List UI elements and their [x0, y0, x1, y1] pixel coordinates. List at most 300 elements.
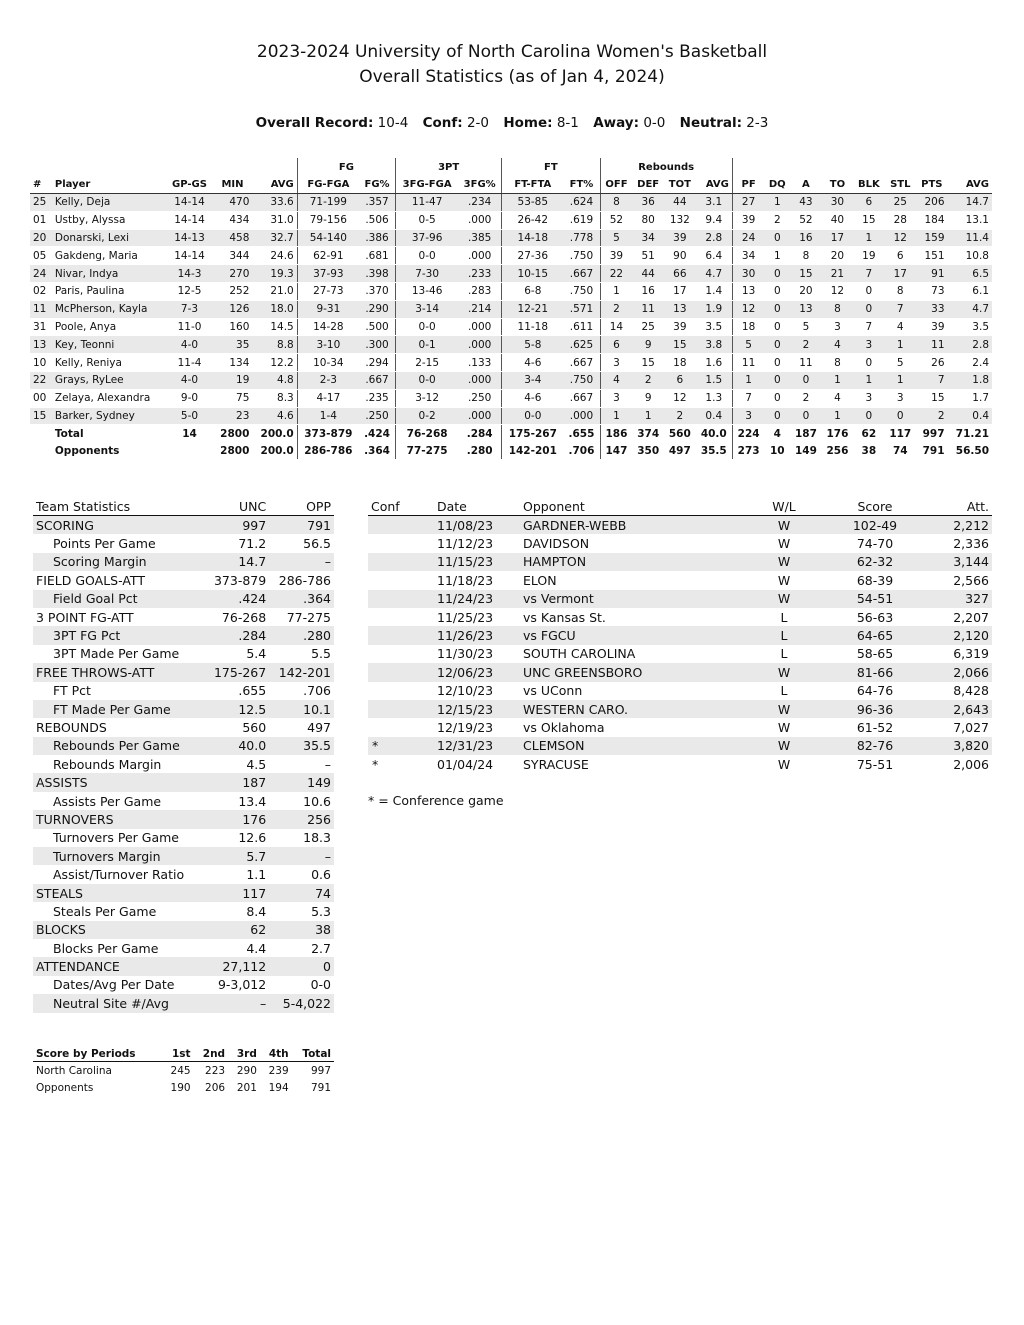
stat-cell: 39 [916, 318, 948, 336]
result: W [756, 516, 812, 535]
conf-marker [368, 608, 434, 626]
team-stat-row [33, 663, 334, 681]
team-stat-label: REBOUNDS [36, 719, 107, 735]
team-stat-label: Points Per Game [53, 536, 156, 552]
total-cell: 71.21 [955, 427, 989, 440]
stat-cell: 0-1 [396, 336, 459, 354]
stat-cell: 0-0 [502, 407, 564, 425]
stat-cell: 3-4 [502, 371, 564, 389]
stat-cell: 6 [664, 371, 696, 389]
stat-cell: 52 [790, 211, 822, 229]
team-stat-label: ASSISTS [33, 773, 204, 791]
total-cell: 374 [637, 427, 660, 440]
stat-cell: 11-4 [166, 354, 212, 372]
col-header: 3FG-FGA [396, 176, 459, 194]
unc-value: .655 [238, 683, 267, 699]
total-cell: 791 [922, 444, 945, 457]
game-date: 11/30/23 [437, 646, 494, 662]
stat-cell: 7 [853, 318, 884, 336]
stat-cell: 1 [853, 371, 884, 389]
stat-cell: 01 [30, 211, 52, 229]
period-score: 201 [236, 1081, 257, 1094]
team-stat-label: 3PT FG Pct [33, 626, 204, 644]
game-date: 12/10/23 [437, 683, 494, 699]
stat-cell: 1.5 [696, 371, 733, 389]
team-stat-label: FT Pct [53, 683, 91, 699]
stat-cell: 344 [213, 247, 253, 265]
attendance: 7,027 [953, 719, 989, 735]
stat-cell: 0 [853, 300, 884, 318]
stat-cell: 13 [732, 282, 764, 300]
stat-cell: 0 [764, 265, 790, 283]
stat-cell: .506 [359, 211, 396, 229]
stat-cell: 4-0 [166, 371, 212, 389]
stat-cell: 02 [30, 282, 52, 300]
stat-cell: 21.0 [252, 282, 297, 300]
stat-cell: 18.0 [252, 300, 297, 318]
result: L [780, 609, 788, 625]
total-cell: .280 [466, 444, 493, 457]
player-name: Grays, RyLee [52, 371, 167, 389]
report-title: 2023-2024 University of North Carolina Women's Basketball [256, 42, 768, 62]
overall-record-value: 10-4 [377, 115, 409, 131]
game-date: 11/12/23 [437, 536, 494, 552]
col-header: AVG [252, 176, 297, 194]
unc-value: 71.2 [238, 536, 267, 552]
unc-value: 4.4 [246, 940, 267, 956]
opp-value: 256 [269, 810, 334, 828]
opp-value: 2.7 [311, 940, 331, 956]
total-cell: 56.50 [955, 444, 989, 457]
stat-cell: 19.3 [252, 265, 297, 283]
game-row [368, 608, 992, 626]
conf-header: Conf [368, 497, 434, 516]
attendance: 8,428 [953, 683, 989, 699]
total-cell: 142-201 [502, 442, 564, 459]
team-stat-row [33, 976, 334, 994]
stat-cell: 26-42 [502, 211, 564, 229]
stat-cell: 1 [764, 247, 790, 265]
team-stat-row [33, 994, 334, 1012]
conf-marker: * [368, 737, 434, 755]
game-date: 01/04/24 [437, 756, 494, 772]
game-date: 11/15/23 [434, 553, 520, 571]
stat-cell: 53-85 [502, 194, 564, 212]
result: W [777, 756, 791, 772]
stat-cell: 10-34 [297, 354, 359, 372]
col-header: FT-FTA [502, 176, 564, 194]
period-score: 290 [236, 1064, 257, 1077]
total-cell: 256 [826, 444, 849, 457]
stat-cell: 30 [732, 265, 764, 283]
col-header: AVG [948, 176, 992, 194]
stat-cell: 27-73 [297, 282, 359, 300]
unc-value: 175-267 [204, 663, 269, 681]
stat-cell: 1.3 [696, 389, 733, 407]
stat-cell: 14.5 [252, 318, 297, 336]
report-subtitle: Overall Statistics (as of Jan 4, 2024) [359, 67, 665, 87]
team-stat-label: TURNOVERS [33, 810, 204, 828]
team-stat-label: STEALS [33, 884, 204, 902]
stat-cell: 0-0 [396, 247, 459, 265]
stat-cell: 7 [885, 300, 917, 318]
stat-cell: 62-91 [297, 247, 359, 265]
stat-cell: 6-8 [502, 282, 564, 300]
stat-cell: .667 [563, 354, 600, 372]
attendance: 2,212 [938, 516, 992, 535]
period-score: 206 [205, 1081, 226, 1094]
game-row [368, 626, 992, 644]
result: W [777, 536, 791, 552]
team-stat-row [33, 682, 334, 700]
result: L [780, 683, 788, 699]
stat-cell: 458 [213, 229, 253, 247]
game-row [368, 645, 992, 663]
total-cell: 186 [600, 425, 632, 442]
total-cell: 62 [861, 427, 877, 440]
stat-cell: .233 [458, 265, 502, 283]
stat-cell: .300 [359, 336, 396, 354]
stat-cell: 17 [822, 229, 854, 247]
stat-cell: 14-28 [297, 318, 359, 336]
stat-cell: 11 [632, 300, 664, 318]
stat-cell: 0.4 [948, 407, 992, 425]
total-cell [30, 425, 52, 442]
opp-value: 38 [269, 921, 334, 939]
player-name: Kelly, Reniya [52, 354, 167, 372]
stat-cell: 0-2 [396, 407, 459, 425]
team-stat-label: FREE THROWS-ATT [33, 663, 204, 681]
team-stat-row [33, 553, 334, 571]
stat-cell: 0 [853, 282, 884, 300]
stat-cell: 134 [213, 354, 253, 372]
attendance: 327 [938, 590, 992, 608]
stat-cell: .000 [458, 371, 502, 389]
stat-cell: 1 [853, 229, 884, 247]
team-stat-label: Assists Per Game [53, 793, 162, 809]
total-cell: 117 [889, 427, 912, 440]
score: 82-76 [812, 737, 938, 755]
opp-value: 5-4,022 [269, 994, 334, 1012]
stat-cell: 24 [30, 265, 52, 283]
result: W [756, 663, 812, 681]
unc-value: 5.7 [204, 847, 269, 865]
stat-cell: .000 [458, 211, 502, 229]
game-row [368, 682, 992, 700]
result: W [756, 553, 812, 571]
stat-cell: 7-3 [166, 300, 212, 318]
neutral-record-value: 2-3 [746, 115, 769, 131]
stat-cell: 160 [213, 318, 253, 336]
period-score: 223 [205, 1064, 226, 1077]
record-summary [0, 115, 1024, 131]
conf-marker [368, 590, 434, 608]
game-date: 12/15/23 [434, 700, 520, 718]
stat-cell: .611 [563, 318, 600, 336]
stat-cell: 0 [885, 407, 917, 425]
total-cell: 10 [769, 444, 785, 457]
attendance: 2,643 [938, 700, 992, 718]
opponent: vs FGCU [520, 626, 756, 644]
team-stat-label: 3PT Made Per Game [53, 646, 180, 662]
stat-cell: 25 [30, 194, 52, 212]
player-name: Zelaya, Alexandra [52, 389, 167, 407]
stat-cell: 1 [822, 407, 854, 425]
game-date: 11/24/23 [434, 590, 520, 608]
stat-cell: .250 [359, 407, 396, 425]
stat-cell: 2 [916, 407, 948, 425]
stat-cell: .000 [563, 407, 600, 425]
stat-cell: 13 [664, 300, 696, 318]
opp-header: OPP [269, 497, 334, 516]
stat-cell: 12 [885, 229, 917, 247]
score-header: Score [812, 497, 938, 516]
stat-cell: 252 [213, 282, 253, 300]
opp-value: 0.6 [311, 867, 331, 883]
player-row [30, 229, 992, 247]
stat-cell: 3 [600, 389, 632, 407]
total-cell: 14 [182, 427, 197, 440]
stat-cell: .571 [563, 300, 600, 318]
stat-cell: 1.8 [948, 371, 992, 389]
opponent: CLEMSON [520, 737, 756, 755]
stat-cell: 9-31 [297, 300, 359, 318]
team-stat-row [33, 847, 334, 865]
stat-cell: 11-0 [166, 318, 212, 336]
stat-cell: .750 [563, 247, 600, 265]
player-name: Key, Teonni [52, 336, 167, 354]
stat-cell: 18 [732, 318, 764, 336]
stat-cell: 3.1 [696, 194, 733, 212]
score: 74-70 [856, 536, 894, 552]
stat-cell: 8 [885, 282, 917, 300]
total-cell: 560 [668, 427, 691, 440]
opp-value: 0 [269, 957, 334, 975]
stat-cell: 39 [664, 229, 696, 247]
stat-cell: .667 [563, 389, 600, 407]
stat-cell: 4-6 [502, 354, 564, 372]
game-date: 11/26/23 [434, 626, 520, 644]
conf-marker [368, 700, 434, 718]
game-row [368, 700, 992, 718]
team-stat-row [33, 700, 334, 718]
stat-cell: .283 [458, 282, 502, 300]
stat-cell: 00 [30, 389, 52, 407]
opp-value: .364 [269, 590, 334, 608]
score: 68-39 [856, 572, 894, 588]
stat-cell: 13 [790, 300, 822, 318]
stat-cell: 3 [853, 389, 884, 407]
player-name: McPherson, Kayla [52, 300, 167, 318]
col-header: TO [822, 176, 854, 194]
score: 96-36 [812, 700, 938, 718]
unc-value: 12.5 [204, 700, 269, 718]
opponent: SOUTH CAROLINA [523, 646, 636, 662]
opponent: vs Oklahoma [523, 719, 605, 735]
stat-cell: 11 [790, 354, 822, 372]
score: 81-66 [812, 663, 938, 681]
period-score: 791 [310, 1081, 331, 1094]
player-name: Gakdeng, Maria [52, 247, 167, 265]
opp-value: 142-201 [269, 663, 334, 681]
stat-cell: 17 [885, 265, 917, 283]
stat-cell: 470 [213, 194, 253, 212]
player-name: Barker, Sydney [52, 407, 167, 425]
stat-cell: .290 [359, 300, 396, 318]
opponent: vs UConn [523, 683, 583, 699]
stat-cell: 35 [213, 336, 253, 354]
unc-value: 9-3,012 [217, 977, 267, 993]
total-cell: 224 [732, 425, 764, 442]
stat-cell: .500 [359, 318, 396, 336]
stat-cell: 0 [764, 318, 790, 336]
result: W [777, 719, 791, 735]
player-name: Paris, Paulina [52, 282, 167, 300]
col-header: 3FG% [458, 176, 502, 194]
team-stat-row [33, 939, 334, 957]
stat-cell: 270 [213, 265, 253, 283]
unc-value: 1.1 [246, 867, 267, 883]
team-stat-row [33, 902, 334, 920]
total-cell: 74 [892, 444, 908, 457]
total-cell: 200.0 [260, 444, 294, 457]
stat-cell: 6.4 [696, 247, 733, 265]
stat-cell: 40 [822, 211, 854, 229]
team-stat-row [33, 773, 334, 791]
player-row [30, 354, 992, 372]
stat-cell: 9 [632, 336, 664, 354]
team-stat-label: BLOCKS [33, 921, 204, 939]
stat-cell: 5 [790, 318, 822, 336]
game-row [368, 663, 992, 681]
stat-cell: 34 [632, 229, 664, 247]
total-cell: Opponents [54, 444, 120, 457]
stat-cell: 7 [916, 371, 948, 389]
stat-cell: 0-5 [396, 211, 459, 229]
stat-cell: 16 [632, 282, 664, 300]
opp-value: 77-275 [286, 609, 331, 625]
opponent-header: Opponent [520, 497, 756, 516]
stat-cell: .294 [359, 354, 396, 372]
stat-cell: 16 [790, 229, 822, 247]
total-cell: .706 [568, 444, 595, 457]
stat-cell: .750 [563, 282, 600, 300]
stat-cell: 36 [632, 194, 664, 212]
stat-cell: 2 [632, 371, 664, 389]
stat-cell: 1.9 [696, 300, 733, 318]
stat-cell: 20 [790, 282, 822, 300]
stat-cell: 25 [632, 318, 664, 336]
stat-cell: 34 [732, 247, 764, 265]
stat-cell: 2 [790, 389, 822, 407]
team-stats-header: Team Statistics [33, 497, 204, 516]
game-row [368, 737, 992, 755]
column-header-row [30, 176, 992, 194]
stat-cell: 2 [764, 211, 790, 229]
stat-cell: .133 [458, 354, 502, 372]
player-row [30, 336, 992, 354]
score: 62-32 [812, 553, 938, 571]
period-row [33, 1062, 334, 1080]
stat-cell: 52 [600, 211, 632, 229]
stat-cell: 31.0 [252, 211, 297, 229]
stat-cell: 1 [600, 282, 632, 300]
stat-cell: 0 [764, 354, 790, 372]
home-record-label: Home: [503, 115, 553, 131]
stat-cell: 26 [916, 354, 948, 372]
stat-cell: .398 [359, 265, 396, 283]
total-cell: 2800 [220, 444, 250, 457]
stat-cell: 12 [732, 300, 764, 318]
stat-cell: 66 [664, 265, 696, 283]
stat-cell: .370 [359, 282, 396, 300]
stat-cell: 20 [30, 229, 52, 247]
stat-cell: 5 [732, 336, 764, 354]
attendance: 2,566 [953, 572, 989, 588]
unc-value: 5.4 [246, 646, 267, 662]
stat-cell: .681 [359, 247, 396, 265]
unc-value: 560 [242, 719, 267, 735]
team-stat-label: 3 POINT FG-ATT [36, 609, 134, 625]
player-name: Ustby, Alyssa [52, 211, 167, 229]
team-stat-row [33, 921, 334, 939]
stat-cell: 39 [664, 318, 696, 336]
opp-value: 791 [269, 516, 334, 535]
attendance: 2,207 [953, 609, 989, 625]
stat-cell: 11 [30, 300, 52, 318]
player-row [30, 407, 992, 425]
total-cell: .655 [568, 427, 595, 440]
team-stat-row [33, 792, 334, 810]
stat-cell: .667 [359, 371, 396, 389]
conf-record-value: 2-0 [466, 115, 490, 131]
unc-value: .284 [204, 626, 269, 644]
result: W [756, 737, 812, 755]
period-score: 190 [170, 1081, 191, 1094]
opponent: vs Kansas St. [523, 609, 606, 625]
game-row [368, 590, 992, 608]
opp-value: 149 [269, 773, 334, 791]
score-by-periods-table [33, 1046, 334, 1096]
stat-cell: 21 [822, 265, 854, 283]
stat-cell: 25 [885, 194, 917, 212]
col-header: PTS [916, 176, 948, 194]
stat-cell: 1-4 [297, 407, 359, 425]
col-header: MIN [213, 176, 253, 194]
stat-cell: 2 [600, 300, 632, 318]
stat-cell: 12 [822, 282, 854, 300]
stat-cell: .357 [359, 194, 396, 212]
unc-value: 117 [204, 884, 269, 902]
stat-cell: 18 [664, 354, 696, 372]
player-stats-table [30, 158, 992, 459]
player-row [30, 318, 992, 336]
stat-cell: 0-0 [396, 318, 459, 336]
opp-value: 0-0 [310, 977, 331, 993]
score: 102-49 [812, 516, 938, 535]
stat-cell: 13-46 [396, 282, 459, 300]
stat-cell: 0 [764, 282, 790, 300]
team-stat-row [33, 718, 334, 736]
conf-record-label: Conf: [422, 115, 463, 131]
stat-cell: 73 [916, 282, 948, 300]
conf-marker [368, 534, 434, 552]
stat-cell: 4 [822, 336, 854, 354]
col-header: GP-GS [166, 176, 212, 194]
team-stat-row [33, 755, 334, 773]
stat-cell: .214 [458, 300, 502, 318]
stat-cell: 14-18 [502, 229, 564, 247]
